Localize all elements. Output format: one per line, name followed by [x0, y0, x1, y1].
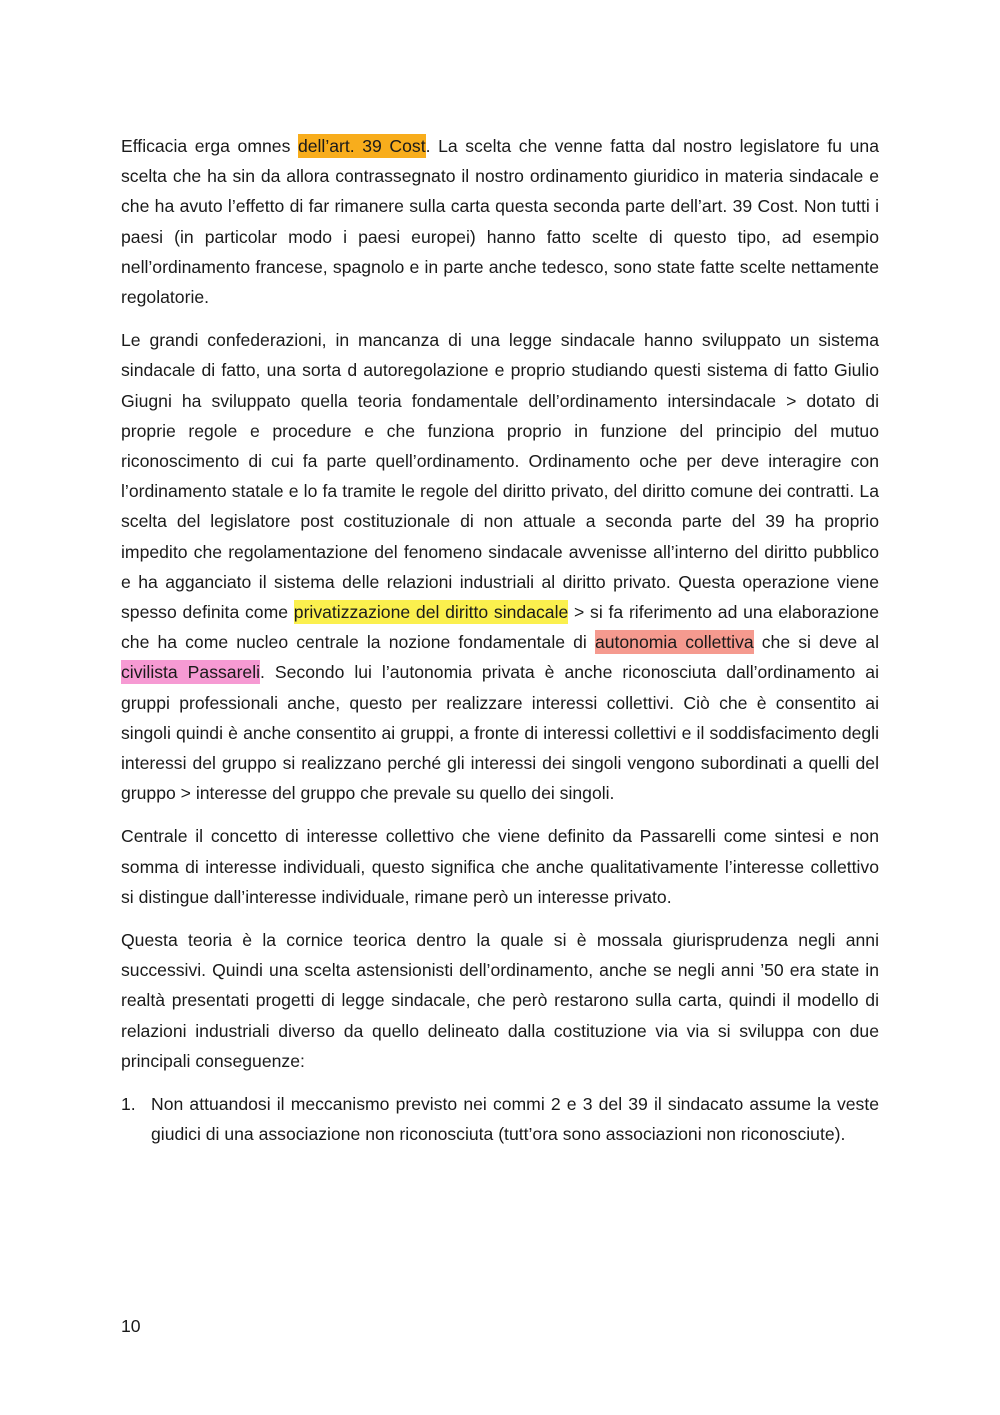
highlight-art-39: dell’art. 39 Cost: [297, 136, 426, 156]
numbered-list: [121, 1089, 879, 1149]
highlight-civilista-passareli: civilista Passareli: [121, 662, 261, 683]
highlight-autonomia-collettiva: autonomia collettiva: [594, 632, 754, 653]
page-number: 10: [121, 1316, 141, 1336]
paragraph-3: Centrale il concetto di interesse collettivo che viene definito da Passarelli come sintesi e non somma di interesse individuali, questo significa che anche qualitativamente l’interesse collettivo si distingue dall’interesse individuale, rimane però un interesse privato.: [121, 826, 879, 907]
list-item-text: Non attuandosi il meccanismo previsto nei commi 2 e 3 del 39 il sindacato assume la veste giudici di una associazione non riconosciuta (tutt’ora sono associazioni non riconosciute).: [151, 1094, 879, 1145]
paragraph-1: Efficacia erga omnes dell’art. 39 Cost. La scelta che venne fatta dal nostro legislatore fu una scelta che ha sin da allora contrassegnato il nostro ordinamento giuridico in materia sindacale e che ha avuto l’effetto di far rimanere sulla carta questa seconda parte dell’art. 39 Cost. Non tutti i paesi (in particolar modo i paesi europei) hanno fatto scelte di questo tipo, ad esempio nell’ordinamento francese, spagnolo e in parte anche tedesco, sono state fatte scelte nettamente regolatorie.: [121, 136, 879, 308]
list-item: [121, 1089, 879, 1149]
paragraph-2: Le grandi confederazioni, in mancanza di una legge sindacale hanno sviluppato un sistema sindacale di fatto, una sorta d autoregolazione e proprio studiando questi sistema di fatto Giulio Giugni ha sviluppato quella teoria fondamentale dell’ordinamento intersindacale > dotato di proprie regole e procedure e che funziona proprio in funzione del principio del mutuo riconoscimento di cui fa parte quell’ordinamento. Ordinamento oche per deve interagire con l’ordinamento statale e lo fa tramite le regole del diritto privato, del diritto comune dei contratti. La scelta del legislatore post costituzionale di non attuale a seconda parte del 39 ha proprio impedito che regolamentazione del fenomeno sindacale avvenisse all’interno del diritto pubblico e ha agganciato il sistema delle relazioni industriali al diritto privato. Questa operazione viene spesso definita come privatizzazione del diritto sindacale > si fa riferimento ad una elaborazione che ha come nucleo centrale la nozione fondamentale di autonomia collettiva che si deve al civilista Passareli. Secondo lui l’autonomia privata è anche riconosciuta dall’ordinamento ai gruppi professionali anche, questo per realizzare interessi collettivi. Ciò che è consentito ai singoli quindi è anche consentito ai gruppi, a fronte di interessi collettivi e il soddisfacimento degli interessi del gruppo si realizzano perché gli interessi dei singoli vengono subordinati a quelli del gruppo > interesse del gruppo che prevale su quello dei singoli.: [121, 330, 880, 804]
list-item-number: 1.: [121, 1094, 136, 1115]
document-body: [121, 131, 879, 1150]
paragraph-4: Questa teoria è la cornice teorica dentro la quale si è mossala giurisprudenza negli anni successivi. Quindi una scelta astensionisti dell’ordinamento, anche se negli anni ’50 era state in realtà presentati progetti di legge sindacale, che però restarono sulla carta, quindi il modello di relazioni industriali diverso da quello delineato dalla costituzione via via si sviluppa con due principali conseguenze:: [121, 930, 879, 1071]
highlight-privatizzazione: privatizzazione del diritto sindacale: [293, 602, 569, 623]
